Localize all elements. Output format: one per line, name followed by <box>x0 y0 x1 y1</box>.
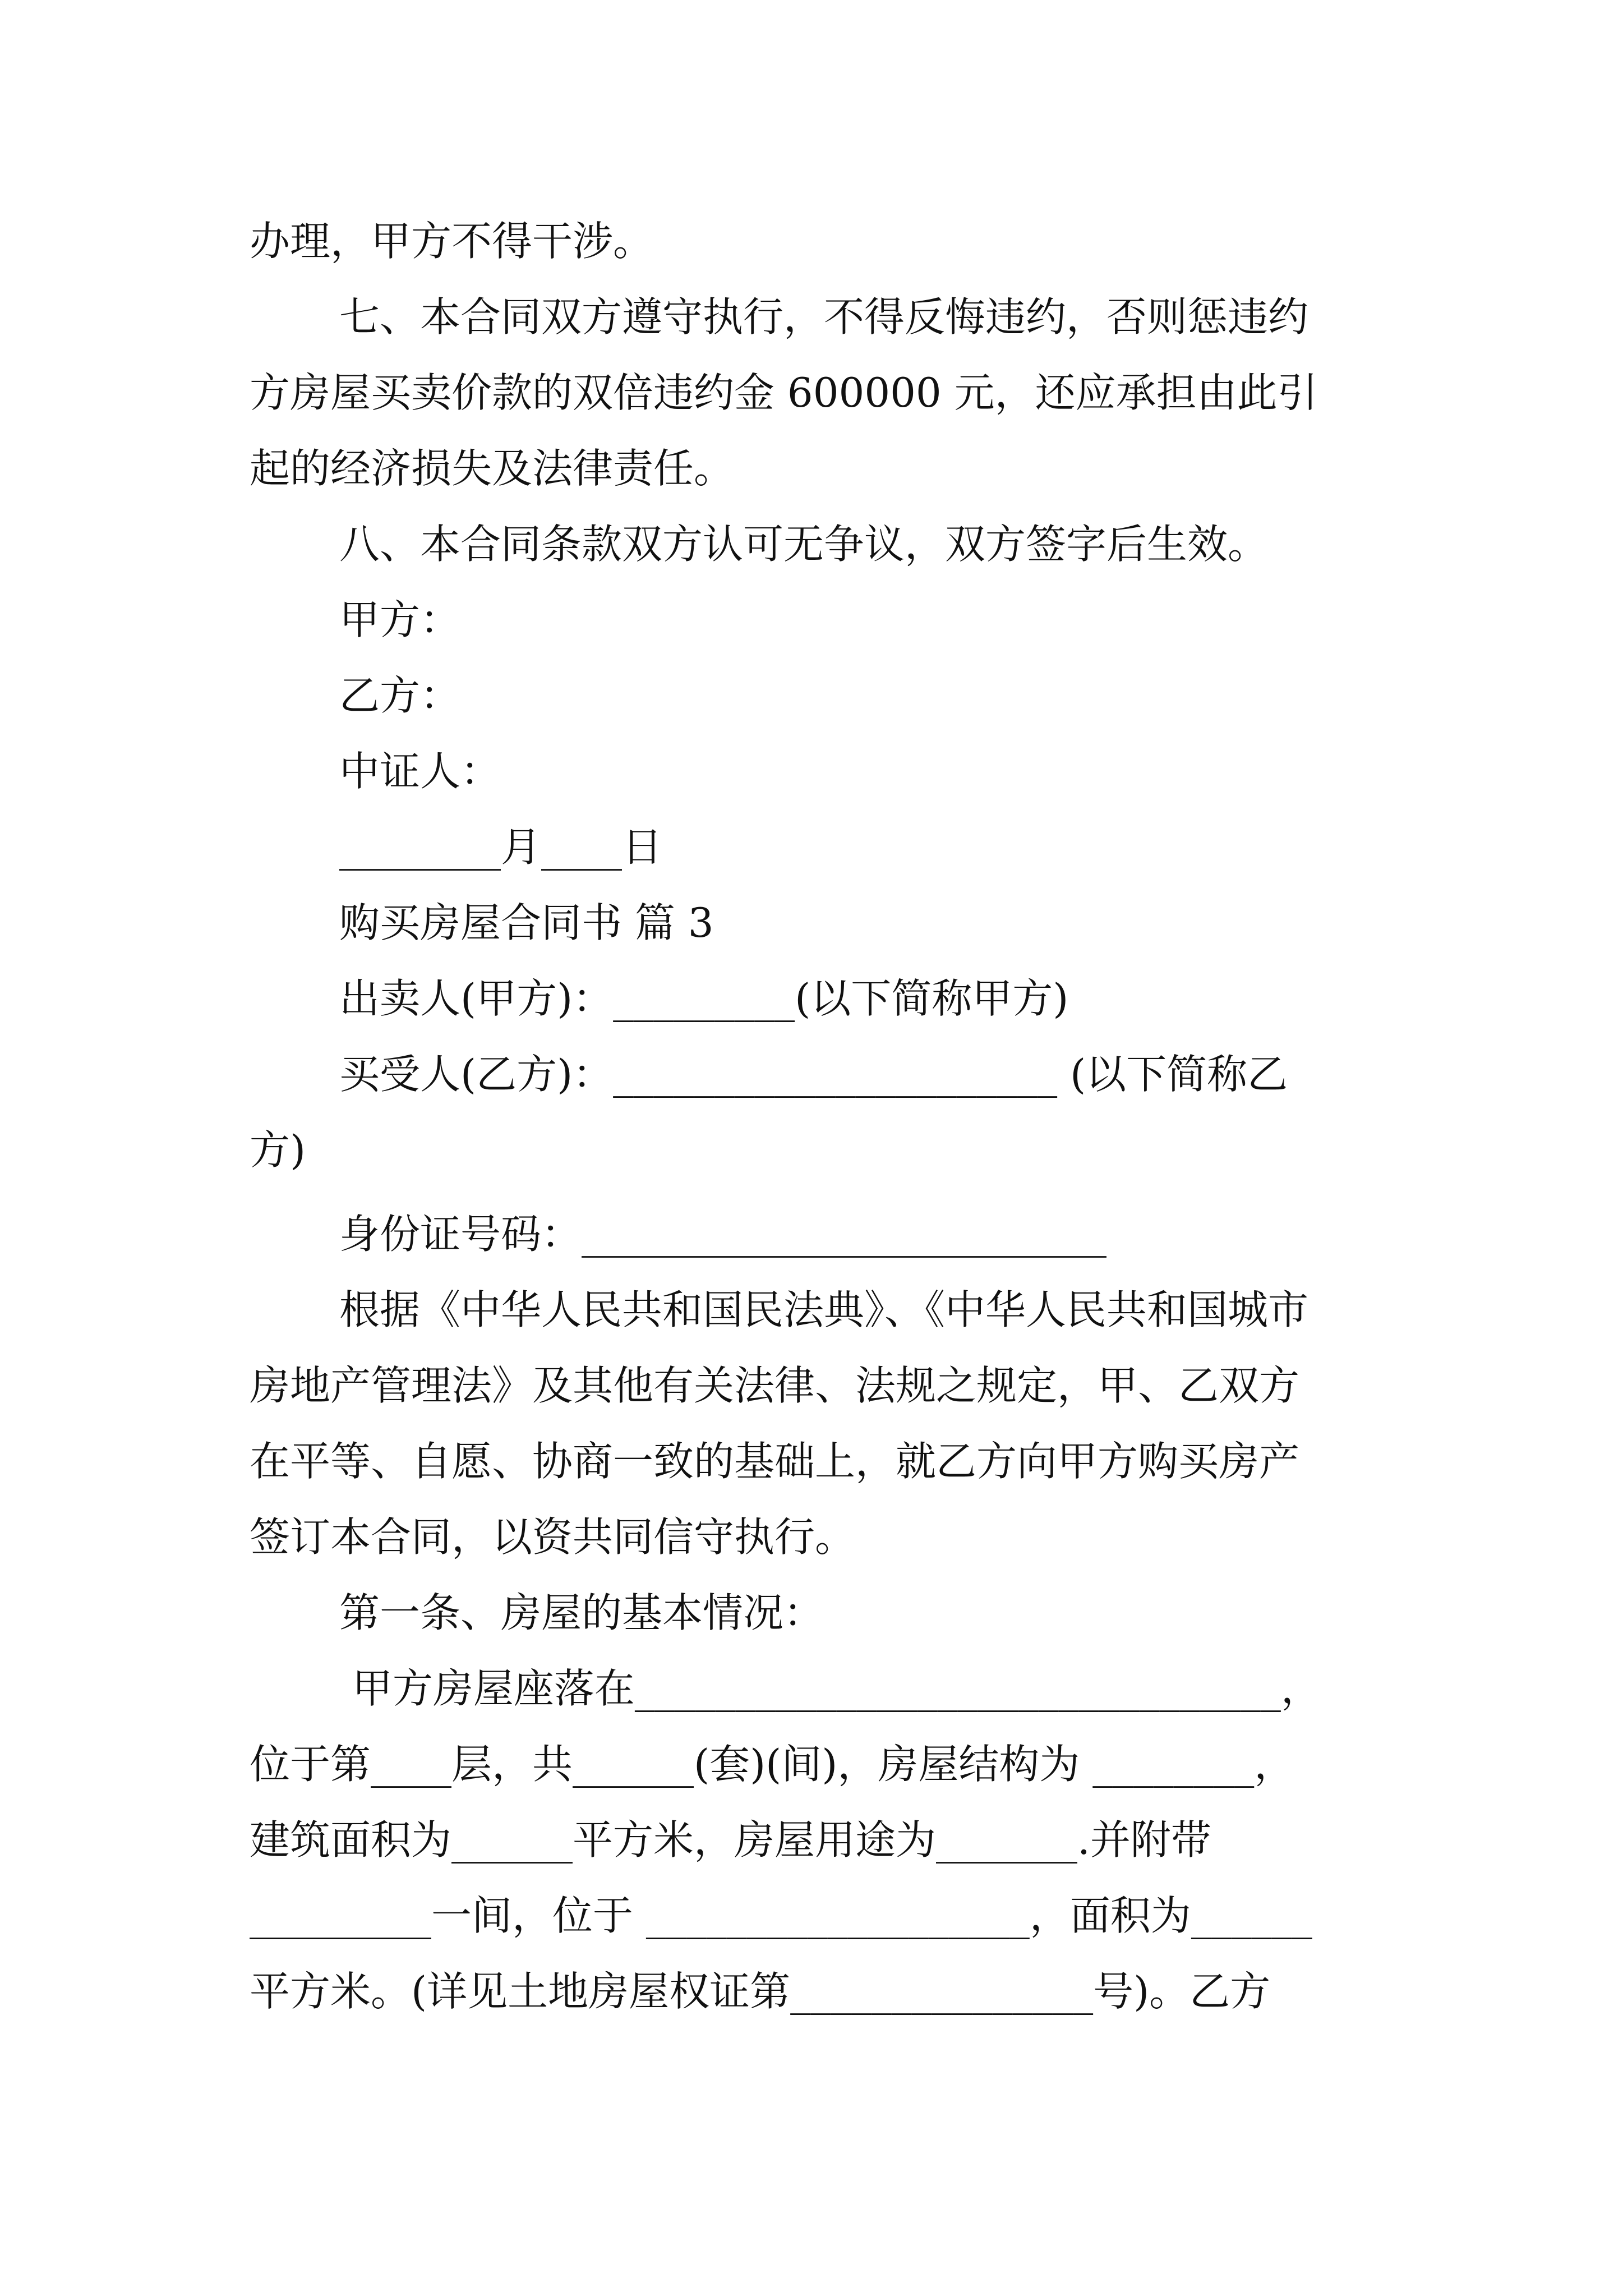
text-line: 起的经济损失及法律责任。 <box>250 445 735 492</box>
buyer-line: 买受人(乙方)：______________________ (以下简称乙 <box>339 1051 1288 1098</box>
signature-label-party-a: 甲方： <box>339 596 461 643</box>
text-line: 七、本合同双方遵守执行，不得反悔违约，否则惩违约 <box>339 293 1309 341</box>
text-line: 在平等、自愿、协商一致的基础上，就乙方向甲方购买房产 <box>250 1438 1300 1485</box>
text-line: 建筑面积为______平方米，房屋用途为_______.并附带 <box>250 1816 1211 1864</box>
text-line: _________一间，位于 ___________________，面积为______ <box>250 1892 1312 1939</box>
id-number-line: 身份证号码：__________________________ <box>339 1211 1107 1258</box>
clause-heading: 第一条、房屋的基本情况： <box>339 1589 824 1636</box>
text-line: 方) <box>250 1126 306 1174</box>
text-line: 房地产管理法》及其他有关法律、法规之规定，甲、乙双方 <box>250 1362 1300 1409</box>
signature-label-party-b: 乙方： <box>339 672 461 719</box>
text-line: 位于第____层，共______(套)(间)，房屋结构为 ________， <box>250 1741 1295 1788</box>
text-line: 根据《中华人民共和国民法典》、《中华人民共和国城市 <box>339 1286 1309 1333</box>
text-line: 平方米。(详见土地房屋权证第_______________号)。乙方 <box>250 1968 1271 2015</box>
text-line: 方房屋买卖价款的双倍违约金 600000 元，还应承担由此引 <box>250 369 1318 416</box>
seller-line: 出卖人(甲方)：_________(以下简称甲方) <box>339 975 1069 1022</box>
signature-label-witness: 中证人： <box>339 748 501 795</box>
date-line: ________月____日 <box>339 823 663 871</box>
text-line: 签订本合同，以资共同信守执行。 <box>250 1513 856 1561</box>
section-title: 购买房屋合同书 篇 3 <box>339 899 714 946</box>
text-line: 办理，甲方不得干涉。 <box>250 218 654 265</box>
text-line: 甲方房屋座落在________________________________， <box>339 1665 1321 1712</box>
text-line: 八、本合同条款双方认可无争议，双方签字后生效。 <box>339 521 1269 568</box>
